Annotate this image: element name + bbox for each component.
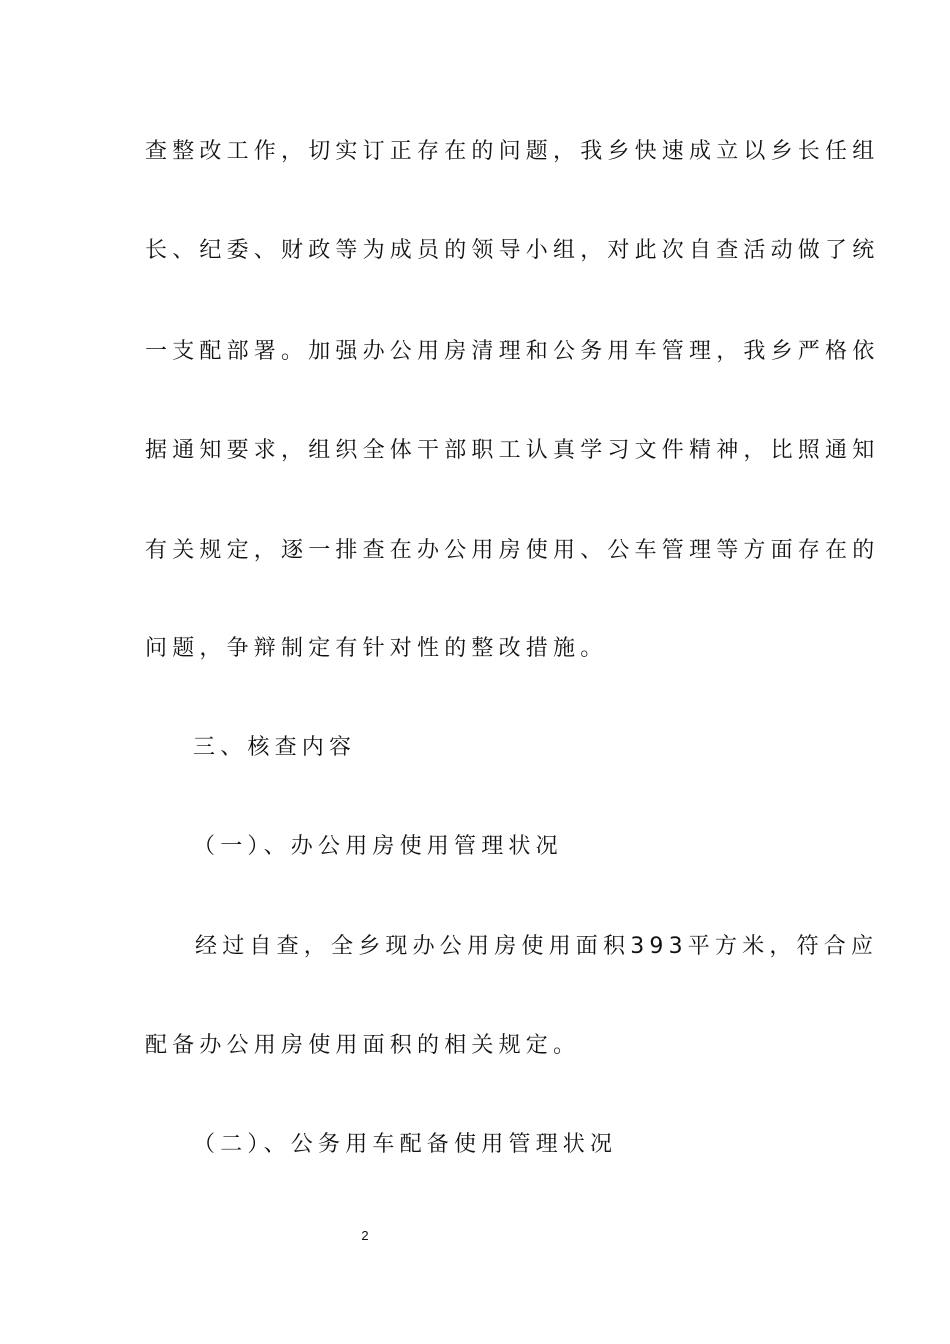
body-text-line: 配备办公用房使用面积的相关规定。 bbox=[145, 1033, 581, 1058]
page-number: 2 bbox=[361, 1228, 369, 1243]
body-text-line: 问题，争辩制定有针对性的整改措施。 bbox=[145, 636, 608, 661]
body-text-line: 一支配部署。加强办公用房清理和公务用车管理，我乡严格依 bbox=[145, 339, 880, 364]
body-text-line: 经过自查，全乡现办公用房使用面积393平方米，符合应 bbox=[195, 934, 879, 959]
body-text-line: 有关规定，逐一排查在办公用房使用、公车管理等方面存在的 bbox=[145, 538, 880, 563]
body-text-line: 查整改工作，切实订正存在的问题，我乡快速成立以乡长任组 bbox=[145, 139, 880, 164]
body-text-line: 据通知要求，组织全体干部职工认真学习文件精神，比照通知 bbox=[145, 438, 880, 463]
subsection-heading: （二）、公务用车配备使用管理状况 bbox=[193, 1132, 618, 1157]
subsection-heading: （一）、办公用房使用管理状况 bbox=[193, 834, 563, 859]
body-text-line: 长、纪委、财政等为成员的领导小组，对此次自查活动做了统 bbox=[145, 238, 880, 263]
section-heading: 三、核查内容 bbox=[193, 735, 357, 760]
